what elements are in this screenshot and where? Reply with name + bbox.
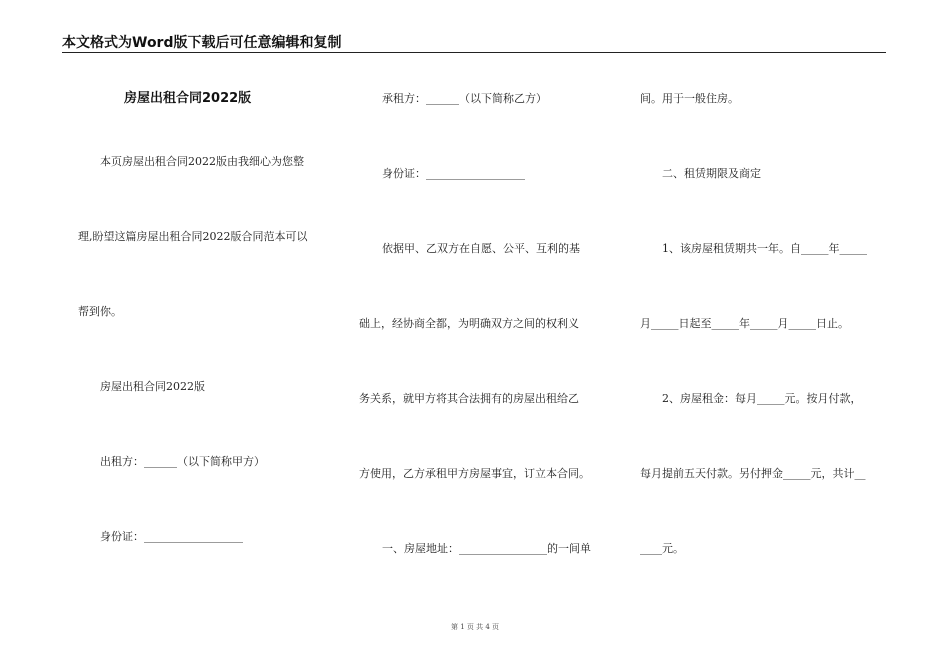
header-divider <box>62 52 886 53</box>
paragraph-line: 务关系，就甲方将其合法拥有的房屋出租给乙 <box>359 392 579 405</box>
document-title: 房屋出租合同2022版 <box>124 91 252 106</box>
page-number: 第 1 页 共 4 页 <box>450 623 500 631</box>
paragraph-line: 方使用，乙方承租甲方房屋事宜，订立本合同。 <box>359 467 590 480</box>
paragraph-line: 本页房屋出租合同2022版由我细心为您整 <box>100 155 304 168</box>
paragraph-line: 每月提前五天付款。另付押金_____元，共计__ <box>640 467 866 480</box>
paragraph-line: 2、房屋租金：每月_____元。按月付款， <box>662 392 862 405</box>
lessee-id-field: 身份证：__________________ <box>382 167 525 180</box>
paragraph-line: 1、该房屋租赁期共一年。自_____年_____ <box>662 242 867 255</box>
paragraph-line: 房屋出租合同2022版 <box>100 380 205 393</box>
lessor-id-field: 身份证：__________________ <box>100 530 243 543</box>
paragraph-line: 帮到你。 <box>78 305 122 318</box>
section-heading: 二、租赁期限及商定 <box>662 167 761 180</box>
paragraph-line: 月_____日起至_____年_____月_____日止。 <box>640 317 849 330</box>
lessee-field: 承租方：______（以下简称乙方） <box>382 92 547 105</box>
header-title: 本文格式为Word版下载后可任意编辑和复制 <box>62 35 342 51</box>
paragraph-line: 依据甲、乙双方在自愿、公平、互利的基 <box>382 242 580 255</box>
section-heading: 一、房屋地址：________________的一间单 <box>382 542 591 555</box>
paragraph-line: 础上，经协商全都，为明确双方之间的权利义 <box>359 317 579 330</box>
lessor-field: 出租方：______（以下简称甲方） <box>100 455 265 468</box>
paragraph-line: 间。用于一般住房。 <box>640 92 739 105</box>
paragraph-line: 理,盼望这篇房屋出租合同2022版合同范本可以 <box>78 230 308 243</box>
paragraph-line: ____元。 <box>640 542 684 555</box>
